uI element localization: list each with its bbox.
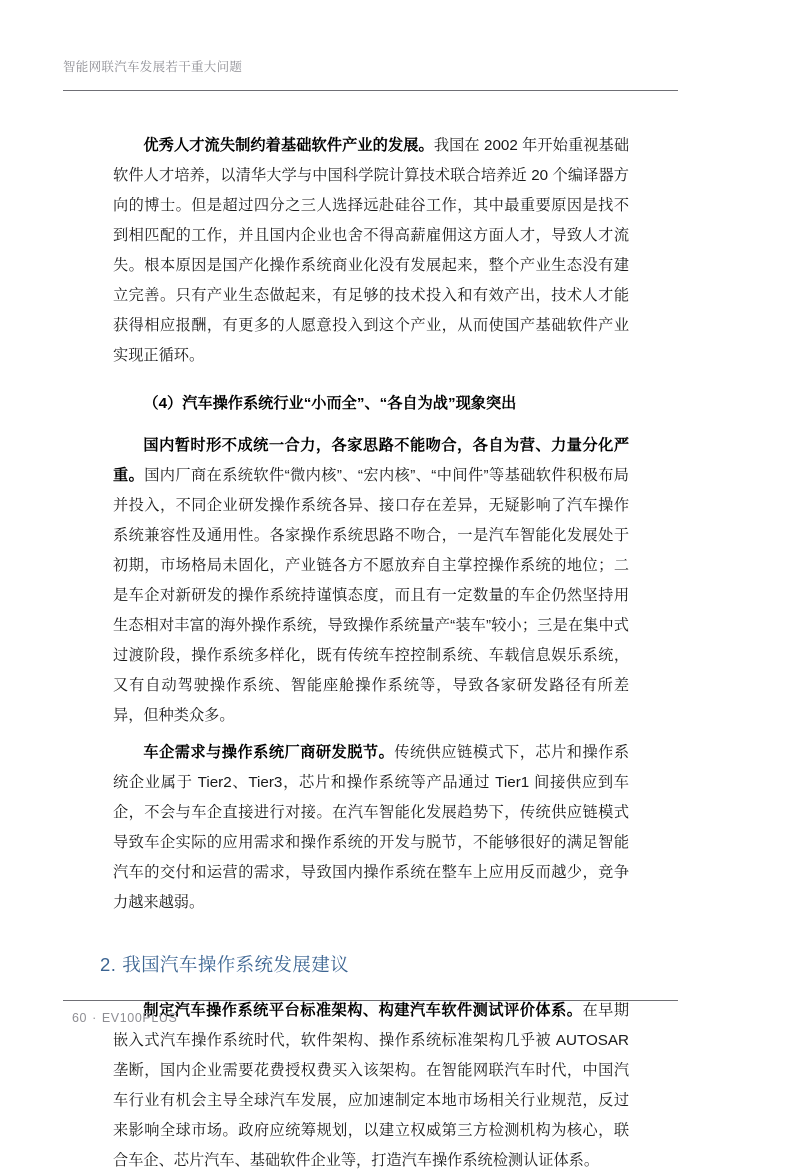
page-number: 60 xyxy=(72,1011,88,1025)
header-divider xyxy=(63,90,678,91)
paragraph-lead-in: 车企需求与操作系统厂商研发脱节。 xyxy=(143,744,395,761)
section-title: 我国汽车操作系统发展建议 xyxy=(122,954,350,975)
footer-divider xyxy=(63,1000,678,1001)
paragraph-body: 传统供应链模式下，芯片和操作系统企业属于 Tier2、Tier3，芯片和操作系统等产品通过 Tier1 间接供应到车企，不会与车企直接进行对接。在汽车智能化发展趋势下，传统供应链模式导致车企实际的应用需求和操作系统的开发与脱节，不能够很好的满足智能汽车的交付和运营的需求，导致国内操作系统在整车上应用反而越少，竞争力越来越弱。 xyxy=(113,744,630,911)
section-number: 2. xyxy=(100,954,117,975)
paragraph-lead-in: 制定汽车操作系统平台标准架构、构建汽车软件测试评价体系。 xyxy=(143,1002,583,1019)
paragraph-body: 我国在 2002 年开始重视基础软件人才培养，以清华大学与中国科学院计算技术联合培养近 20 个编译器方向的博士。但是超过四分之三人选择远赴硅谷工作，其中最重要原因是找不到相匹配的工作，并且国内企业也舍不得高薪雇佣这方面人才，导致人才流失。根本原因是国产化操作系统商业化没有发展起来，整个产业生态没有建立完善。只有产业生态做起来，有足够的技术投入和有效产出，技术人才能获得相应报酬，有更多的人愿意投入到这个产业，从而使国产基础软件产业实现正循环。 xyxy=(113,137,630,364)
paragraph-fragmentation xyxy=(113,431,629,731)
footer-separator: · xyxy=(92,1011,97,1025)
section-heading-2 xyxy=(100,950,629,980)
running-header-title: 智能网联汽车发展若干重大问题 xyxy=(63,60,243,74)
publisher-name: EV100PLUS xyxy=(101,1011,178,1025)
paragraph-lead-in: 国内暂时形不成统一合力，各家思路不能吻合，各自为营、力量分化严重。 xyxy=(113,437,629,484)
running-header xyxy=(63,58,678,76)
sub-heading-4: （4）汽车操作系统行业“小而全”、“各自为战”现象突出 xyxy=(143,395,517,412)
paragraph-supply-chain-gap xyxy=(113,738,629,918)
paragraph-body: 国内厂商在系统软件“微内核”、“宏内核”、“中间件”等基础软件积极布局并投入，不同企业研发操作系统各异、接口存在差异，无疑影响了汽车操作系统兼容性及通用性。各家操作系统思路不吻合，一是汽车智能化发展处于初期，市场格局未固化，产业链各方不愿放弃自主掌控操作系统的地位；二是车企对新研发的操作系统持谨慎态度，而且有一定数量的车企仍然坚持用生态相对丰富的海外操作系统，导致操作系统量产“装车”较小；三是在集中式过渡阶段，操作系统多样化，既有传统车控控制系统、车载信息娱乐系统，又有自动驾驶操作系统、智能座舱操作系统等，导致各家研发路径有所差异，但种类众多。 xyxy=(113,467,629,724)
paragraph-talent-drain xyxy=(113,131,629,371)
paragraph-lead-in: 优秀人才流失制约着基础软件产业的发展。 xyxy=(143,137,434,154)
running-footer xyxy=(72,1008,472,1028)
paragraph-body: 在早期嵌入式汽车操作系统时代，软件架构、操作系统标准架构几乎被 AUTOSAR 垄断，国内企业需要花费授权费买入该架构。在智能网联汽车时代，中国汽车行业有机会主导全球汽车发展，应加速制定本地市场相关行业规范，反过来影响全球市场。政府应统筹规划，以建立权威第三方检测机构为核心，联合车企、芯片汽车、基础软件企业等，打造汽车操作系统检测认证体系。 xyxy=(113,1002,630,1169)
